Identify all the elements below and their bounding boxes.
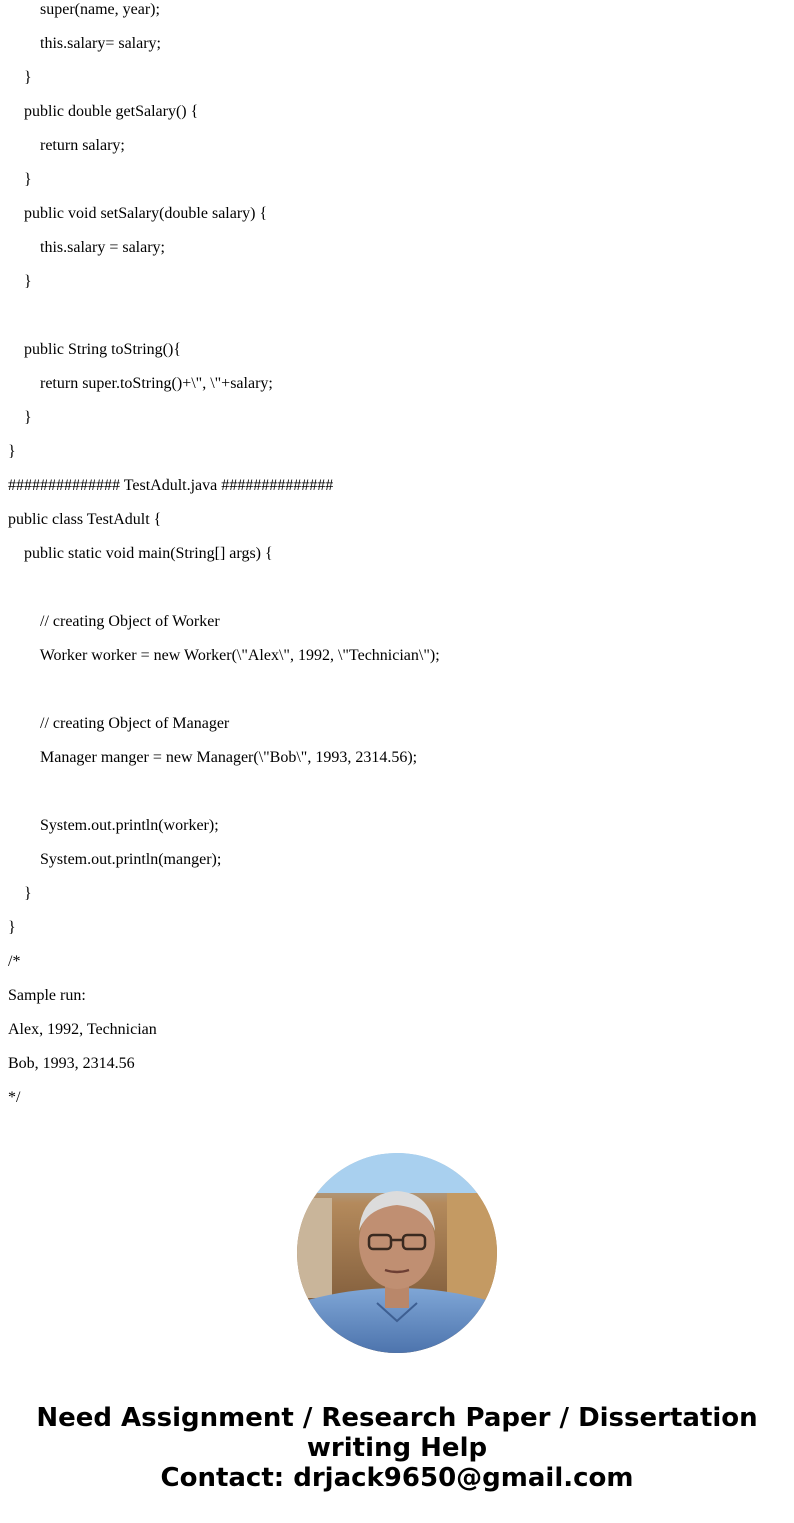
code-line: public double getSalary() { <box>8 103 199 120</box>
code-line <box>8 578 788 612</box>
author-avatar <box>297 1153 497 1353</box>
code-line: Alex, 1992, Technician <box>8 1021 157 1038</box>
code-line: Worker worker = new Worker(\"Alex\", 1992, \"Technician\"); <box>8 647 440 664</box>
code-line: super(name, year); <box>8 1 160 18</box>
code-line: } <box>8 919 16 936</box>
code-line: } <box>8 885 32 902</box>
code-line: } <box>8 443 16 460</box>
code-line: } <box>8 409 32 426</box>
code-line: System.out.println(manger); <box>8 851 222 868</box>
code-line: Bob, 1993, 2314.56 <box>8 1055 135 1072</box>
code-line: // creating Object of Worker <box>8 613 220 630</box>
code-line: } <box>8 273 32 290</box>
code-line: // creating Object of Manager <box>8 715 230 732</box>
person-photo-icon <box>297 1153 497 1353</box>
code-line <box>8 306 788 340</box>
code-line: } <box>8 69 32 86</box>
code-line: ############## TestAdult.java ############## <box>8 477 334 494</box>
contact-email: Contact: drjack9650@gmail.com <box>160 1463 634 1493</box>
code-line: } <box>8 171 32 188</box>
code-line: public String toString(){ <box>8 341 182 358</box>
code-line <box>8 680 788 714</box>
code-line: this.salary= salary; <box>8 35 161 52</box>
code-line: Sample run: <box>8 987 86 1004</box>
code-line: System.out.println(worker); <box>8 817 219 834</box>
code-line: public class TestAdult { <box>8 511 162 528</box>
code-line: this.salary = salary; <box>8 239 165 256</box>
code-line <box>8 782 788 816</box>
code-line: return salary; <box>8 137 125 154</box>
code-line: public void setSalary(double salary) { <box>8 205 268 222</box>
contact-banner <box>0 1403 794 1493</box>
code-line: Manager manger = new Manager(\"Bob\", 1993, 2314.56); <box>8 749 418 766</box>
footer-line: Need Assignment / Research Paper / Dissertation <box>36 1403 758 1433</box>
code-line: */ <box>8 1089 21 1106</box>
code-line: public static void main(String[] args) { <box>8 545 273 562</box>
footer-line: writing Help <box>306 1433 488 1463</box>
code-listing <box>8 0 788 1122</box>
code-line: /* <box>8 953 21 970</box>
code-line: return super.toString()+\", \"+salary; <box>8 375 273 392</box>
